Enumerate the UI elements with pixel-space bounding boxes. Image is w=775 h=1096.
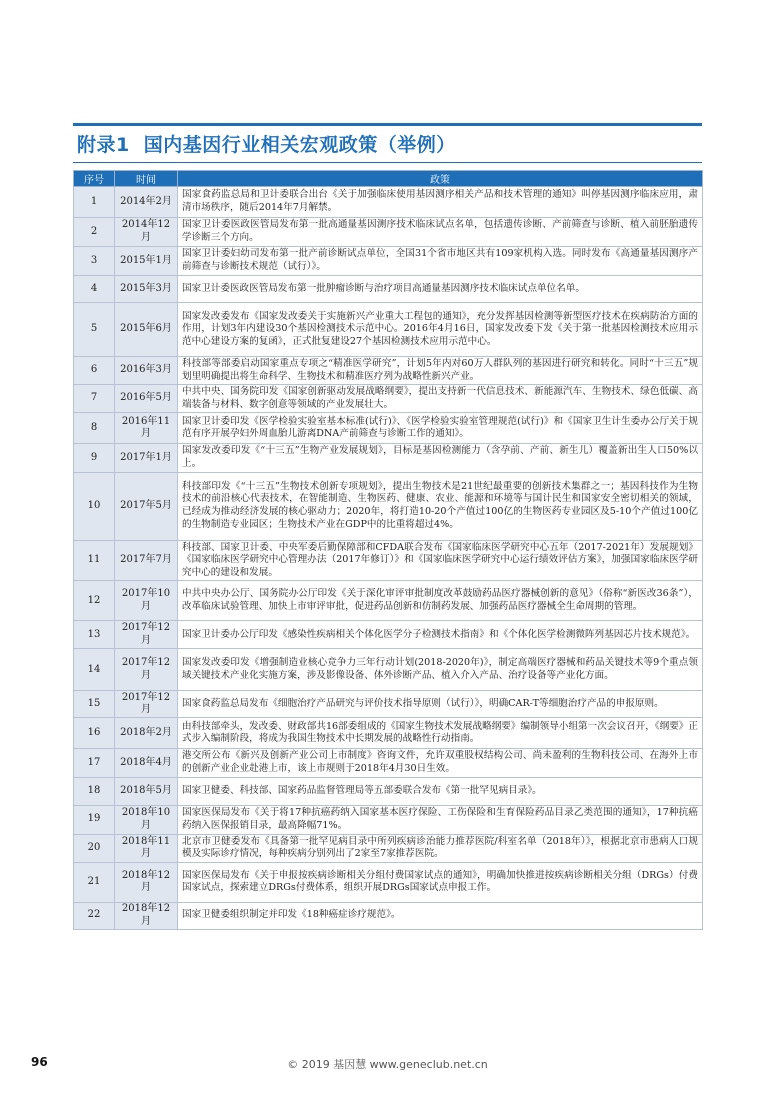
row-index: 21	[74, 862, 115, 902]
row-index: 1	[74, 187, 115, 218]
header-policy: 政策	[178, 171, 703, 187]
table-row	[74, 902, 703, 929]
row-policy-text: 国家卫计委医政医管局发布第一批肿瘤诊断与治疗项目高通量基因测序技术临床试点单位名单。	[178, 276, 703, 303]
row-policy-text: 港交所公布《新兴及创新产业公司上市制度》咨询文件，允许双重股权结构公司、尚未盈利的生物科技公司、在海外上市的创新产业企业赴港上市，该上市规则于2018年4月30日生效。	[178, 749, 703, 777]
row-policy-text: 国家食药监总局和卫计委联合出台《关于加强临床使用基因测序相关产品和技术管理的通知》叫停基因测序临床应用，肃清市场秩序，随后2014年7月解禁。	[178, 187, 703, 218]
row-date: 2016年11月	[115, 413, 178, 444]
table-row	[74, 444, 703, 472]
top-rule	[73, 123, 702, 126]
title-rule	[73, 162, 702, 163]
table-row	[74, 581, 703, 621]
row-date: 2017年10月	[115, 581, 178, 621]
appendix-title: 国内基因行业相关宏观政策（举例）	[143, 134, 456, 156]
row-index: 13	[74, 621, 115, 649]
row-policy-text: 国家卫计委办公厅印发《感染性疾病相关个体化医学分子检测技术指南》和《个体化医学检测微阵列基因芯片技术规范》。	[178, 621, 703, 649]
table-row	[74, 385, 703, 413]
row-index: 22	[74, 902, 115, 929]
row-index: 10	[74, 472, 115, 540]
row-date: 2016年5月	[115, 385, 178, 413]
row-policy-text: 科技部、国家卫计委、中央军委后勤保障部和CFDA联合发布《国家临床医学研究中心五年（2017-2021年）发展规划》《国家临床医学研究中心管理办法（2017年修订）》和《国家临床医学研究中心运行绩效评估方案》，加强国家临床医学研究中心的建设和发展。	[178, 540, 703, 581]
footer-copyright: © 2019 基因慧 www.geneclub.net.cn	[287, 1058, 488, 1071]
row-date: 2018年5月	[115, 777, 178, 805]
row-policy-text: 国家卫计委印发《医学检验实验室基本标准(试行)》、《医学检验实验室管理规范(试行)》和《国家卫生计生委办公厅关于规范有序开展孕妇外周血胎儿游离DNA产前筛查与诊断工作的通知》。	[178, 413, 703, 444]
header-index: 序号	[74, 171, 115, 187]
table-row	[74, 303, 703, 357]
row-policy-text: 中共中央办公厅、国务院办公厅印发《关于深化审评审批制度改革鼓励药品医疗器械创新的意见》（俗称“新医改36条”），改革临床试验管理、加快上市审评审批，促进药品创新和仿制药发展、加强药品医疗器械全生命周期的管理。	[178, 581, 703, 621]
table-row	[74, 187, 703, 218]
row-date: 2018年11月	[115, 834, 178, 862]
row-index: 7	[74, 385, 115, 413]
row-date: 2016年3月	[115, 357, 178, 385]
row-policy-text: 国家卫健委、科技部、国家药品监督管理局等五部委联合发布《第一批罕见病目录》。	[178, 777, 703, 805]
row-index: 17	[74, 749, 115, 777]
table-row	[74, 834, 703, 862]
row-date: 2015年1月	[115, 247, 178, 276]
row-index: 18	[74, 777, 115, 805]
row-index: 5	[74, 303, 115, 357]
table-row	[74, 621, 703, 649]
row-date: 2014年2月	[115, 187, 178, 218]
table-row	[74, 691, 703, 718]
row-date: 2017年1月	[115, 444, 178, 472]
row-date: 2018年12月	[115, 902, 178, 929]
row-policy-text: 国家卫计委医政医管局发布第一批高通量基因测序技术临床试点名单，包括遗传诊断、产前筛查与诊断、植入前胚胎遗传学诊断三个方向。	[178, 218, 703, 247]
row-date: 2014年12月	[115, 218, 178, 247]
row-index: 16	[74, 718, 115, 749]
row-policy-text: 国家发改委印发《“十三五”生物产业发展规划》，目标是基因检测能力（含孕前、产前、新生儿）覆盖新出生人口50%以上。	[178, 444, 703, 472]
row-index: 2	[74, 218, 115, 247]
row-index: 8	[74, 413, 115, 444]
header-date: 时间	[115, 171, 178, 187]
appendix-number: 附录1	[77, 134, 130, 156]
row-policy-text: 国家发改委发布《国家发改委关于实施新兴产业重大工程包的通知》，充分发挥基因检测等新型医疗技术在疾病防治方面的作用，计划3年内建设30个基因检测技术示范中心。2016年4月16日，国家发改委下发《关于第一批基因检测技术应用示范中心建设方案的复函》，正式批复建设27个基因检测技术应用示范中心。	[178, 303, 703, 357]
row-date: 2017年12月	[115, 691, 178, 718]
row-policy-text: 科技部印发《“十三五”生物技术创新专项规划》，提出生物技术是21世纪最重要的创新技术集群之一；基因科技作为生物技术的前沿核心代表技术，在智能制造、生物医药、健康、农业、能源和环境等与国计民生和国家安全密切相关的领域，已经成为推动经济发展的核心驱动力；2020年，将打造10-20个产值过100亿的生物医药专业园区及5-10个产值过100亿的生物制造专业园区；生物技术产业在GDP中的比重将超过4%。	[178, 472, 703, 540]
row-index: 19	[74, 805, 115, 834]
row-index: 20	[74, 834, 115, 862]
policy-table	[73, 170, 703, 930]
table-header-row	[74, 171, 703, 187]
row-index: 9	[74, 444, 115, 472]
row-policy-text: 中共中央、国务院印发《国家创新驱动发展战略纲要》，提出支持新一代信息技术、新能源汽车、生物技术、绿色低碳、高端装备与材料、数字创意等领域的产业发展壮大。	[178, 385, 703, 413]
row-policy-text: 国家医保局发布《关于申报按疾病诊断相关分组付费国家试点的通知》，明确加快推进按疾病诊断相关分组（DRGs）付费国家试点，探索建立DRGs付费体系，组织开展DRGs国家试点申报工作。	[178, 862, 703, 902]
row-index: 12	[74, 581, 115, 621]
row-policy-text: 由科技部牵头，发改委、财政部共16部委组成的《国家生物技术发展战略纲要》编制领导小组第一次会议召开，《纲要》正式步入编制阶段，将成为我国生物技术中长期发展的战略性行动指南。	[178, 718, 703, 749]
row-date: 2017年7月	[115, 540, 178, 581]
row-date: 2017年12月	[115, 621, 178, 649]
row-policy-text: 科技部等部委启动国家重点专项之“精准医学研究”，计划5年内对60万人群队列的基因进行研究和转化。同时“十三五”规划里明确提出将生命科学、生物技术和精准医疗列为战略性新兴产业。	[178, 357, 703, 385]
table-row	[74, 218, 703, 247]
row-index: 11	[74, 540, 115, 581]
row-date: 2017年5月	[115, 472, 178, 540]
row-index: 4	[74, 276, 115, 303]
row-date: 2018年4月	[115, 749, 178, 777]
table-row	[74, 749, 703, 777]
page-title	[77, 130, 456, 157]
table-row	[74, 862, 703, 902]
row-index: 6	[74, 357, 115, 385]
table-row	[74, 413, 703, 444]
table-row	[74, 805, 703, 834]
row-policy-text: 国家卫健委组织制定并印发《18种癌症诊疗规范》。	[178, 902, 703, 929]
row-date: 2018年10月	[115, 805, 178, 834]
table-body	[74, 187, 703, 930]
table-row	[74, 276, 703, 303]
row-date: 2015年3月	[115, 276, 178, 303]
row-index: 14	[74, 649, 115, 691]
table-row	[74, 540, 703, 581]
row-date: 2018年12月	[115, 862, 178, 902]
row-index: 15	[74, 691, 115, 718]
table-row	[74, 718, 703, 749]
row-policy-text: 国家医保局发布《关于将17种抗癌药纳入国家基本医疗保险、工伤保险和生育保险药品目录乙类范围的通知》，17种抗癌药纳入医保报销目录，最高降幅71%。	[178, 805, 703, 834]
row-policy-text: 国家卫计委妇幼司发布第一批产前诊断试点单位，全国31个省市地区共有109家机构入选。同时发布《高通量基因测序产前筛查与诊断技术规范（试行）》。	[178, 247, 703, 276]
table-row	[74, 247, 703, 276]
row-policy-text: 国家发改委印发《增强制造业核心竞争力三年行动计划(2018-2020年)》，制定高端医疗器械和药品关键技术等9个重点领域关键技术产业化实施方案，涉及影像设备、体外诊断产品、植入介入产品、治疗设备等产业化方面。	[178, 649, 703, 691]
row-policy-text: 国家食药监总局发布《细胞治疗产品研究与评价技术指导原则（试行）》，明确CAR-T等细胞治疗产品的申报原则。	[178, 691, 703, 718]
table-row	[74, 777, 703, 805]
table-row	[74, 357, 703, 385]
row-date: 2015年6月	[115, 303, 178, 357]
row-policy-text: 北京市卫健委发布《具备第一批罕见病目录中所列疾病诊治能力推荐医院/科室名单（2018年）》，根据北京市患病人口规模及实际诊疗情况，每种疾病分别列出了2家至7家推荐医院。	[178, 834, 703, 862]
page-number: 96	[31, 1055, 48, 1069]
row-index: 3	[74, 247, 115, 276]
table-row	[74, 472, 703, 540]
row-date: 2017年12月	[115, 649, 178, 691]
row-date: 2018年2月	[115, 718, 178, 749]
table-row	[74, 649, 703, 691]
